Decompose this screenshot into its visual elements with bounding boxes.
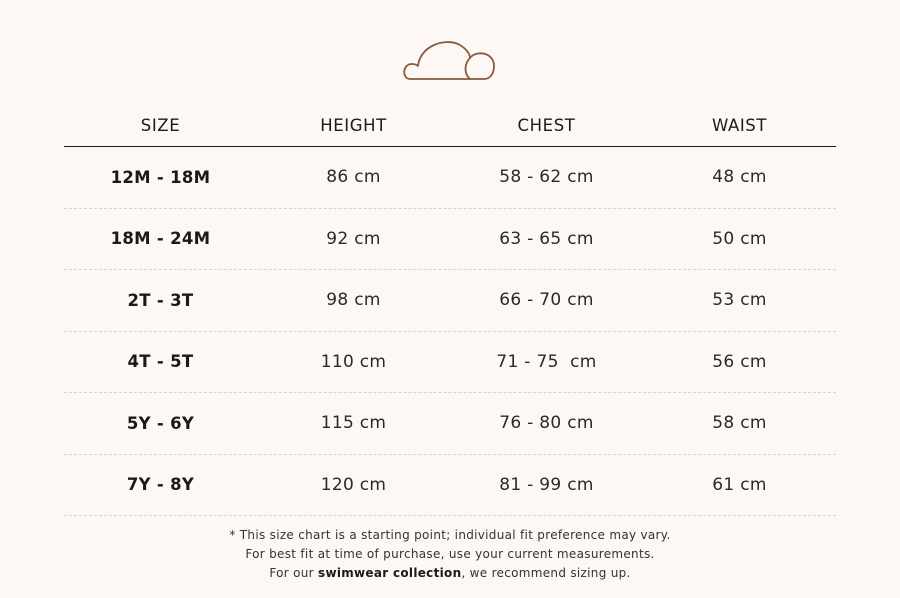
cell-waist: 53 cm <box>712 290 767 311</box>
cell-waist: 58 cm <box>712 413 767 434</box>
cell-chest: 71 - 75 cm <box>496 351 597 372</box>
cell-height: 120 cm <box>320 474 387 495</box>
note-line-2: For best fit at time of purchase, use your current measurements. <box>245 547 655 561</box>
cell-waist: 48 cm <box>712 167 767 188</box>
swimwear-collection-text: swimwear collection <box>318 566 462 580</box>
cell-chest: 66 - 70 cm <box>499 290 594 311</box>
cell-size: 18M - 24M <box>110 229 211 249</box>
cell-size: 12M - 18M <box>110 167 211 187</box>
header-size: SIZE <box>140 115 181 135</box>
header-waist: WAIST <box>711 115 768 135</box>
note-line-1: * This size chart is a starting point; individual fit preference may vary. <box>229 528 671 542</box>
size-chart-notes <box>0 526 900 583</box>
cell-height: 98 cm <box>326 290 381 311</box>
table-row <box>64 393 836 455</box>
cell-height: 115 cm <box>320 413 387 434</box>
cell-chest: 58 - 62 cm <box>499 167 594 188</box>
header-height: HEIGHT <box>320 115 387 135</box>
cell-waist: 56 cm <box>712 351 767 372</box>
cloud-icon <box>400 34 500 84</box>
cell-height: 92 cm <box>326 228 381 249</box>
table-row <box>64 270 836 332</box>
cell-size: 4T - 5T <box>127 352 194 372</box>
header-chest: CHEST <box>517 115 576 135</box>
cell-waist: 50 cm <box>712 228 767 249</box>
note-line-3 <box>0 564 900 583</box>
cell-size: 7Y - 8Y <box>126 475 195 495</box>
cell-height: 86 cm <box>326 167 381 188</box>
size-chart-table <box>64 102 836 516</box>
cell-chest: 81 - 99 cm <box>499 474 594 495</box>
table-row <box>64 332 836 394</box>
table-row <box>64 209 836 271</box>
table-header <box>64 102 836 147</box>
cell-waist: 61 cm <box>712 474 767 495</box>
table-row <box>64 455 836 517</box>
table-row <box>64 147 836 209</box>
note-line-3-prefix: For our <box>269 566 318 580</box>
cell-chest: 63 - 65 cm <box>499 228 594 249</box>
cell-height: 110 cm <box>320 351 387 372</box>
note-line-3-suffix: , we recommend sizing up. <box>461 566 631 580</box>
cell-chest: 76 - 80 cm <box>499 413 594 434</box>
cell-size: 2T - 3T <box>127 290 194 310</box>
cell-size: 5Y - 6Y <box>126 413 195 433</box>
